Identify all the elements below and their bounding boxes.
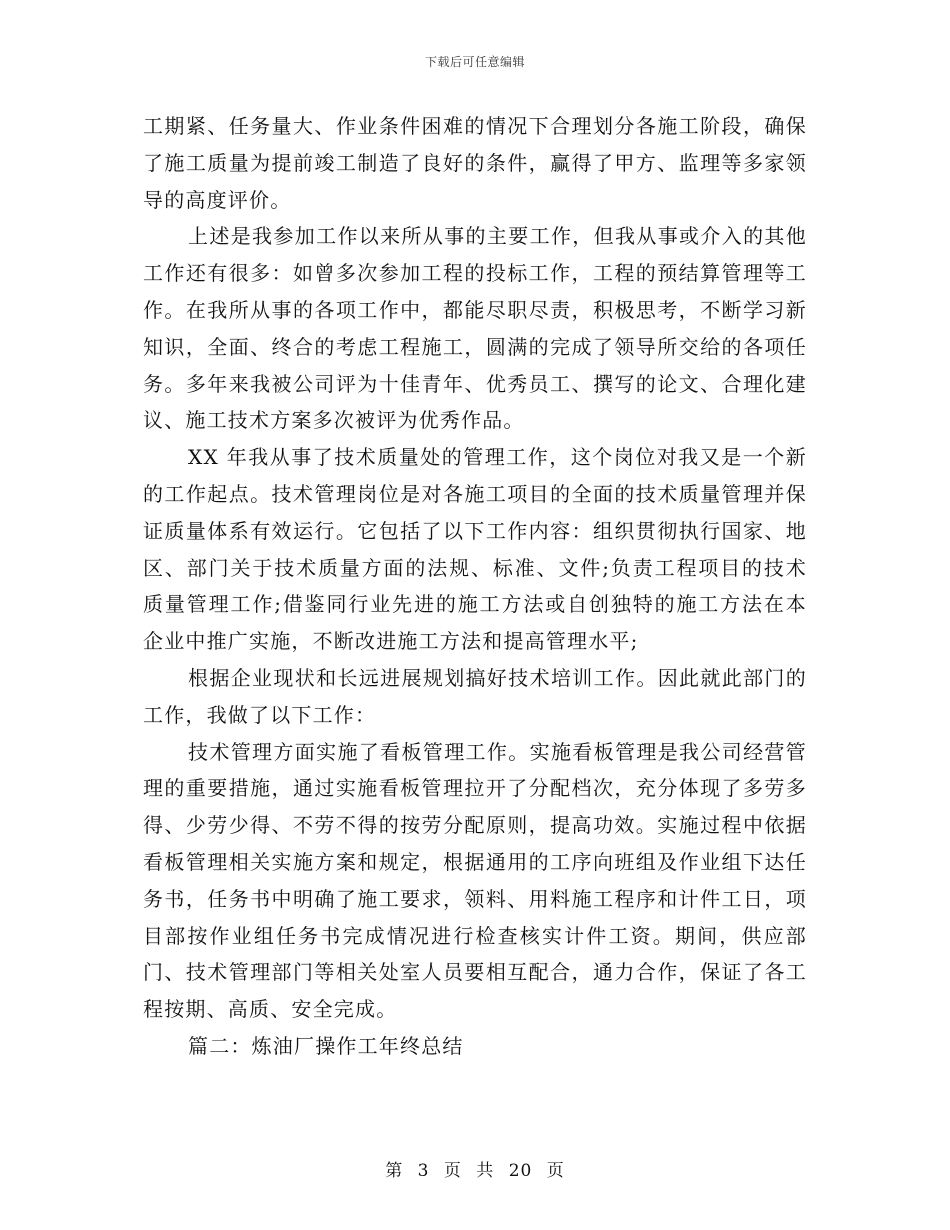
page-header: 下载后可任意编辑 — [424, 55, 525, 69]
paragraph-1: 工期紧、任务量大、作业条件困难的情况下合理划分各施工阶段，确保了施工质量为提前竣工制造了良好的条件，赢得了甲方、监理等多家领导的高度评价。 — [143, 114, 807, 212]
paragraph-4: 根据企业现状和长远进展规划搞好技术培训工作。因此就此部门的工作，我做了以下工作： — [143, 665, 807, 727]
section-heading: 篇二：炼油厂操作工年终总结 — [188, 1033, 464, 1058]
paragraph-3: XX 年我从事了技术质量处的管理工作，这个岗位对我又是一个新的工作起点。技术管理岗位是对各施工项目的全面的技术质量管理并保证质量体系有效运行。它包括了以下工作内容：组织贯彻执行国家、地区、部门关于技术质量方面的法规、标准、文件;负责工程项目的技术质量管理工作;借鉴同行业先进的施工方法或自创独特的施工方法在本企业中推广实施，不断改进施工方法和提高管理水平; — [143, 445, 807, 654]
page-footer: 第 3 页 共 20 页 — [385, 1161, 565, 1181]
paragraph-5: 技术管理方面实施了看板管理工作。实施看板管理是我公司经营管理的重要措施，通过实施看板管理拉开了分配档次，充分体现了多劳多得、少劳少得、不劳不得的按劳分配原则，提高功效。实施过程中依据看板管理相关实施方案和规定，根据通用的工序向班组及作业组下达任务书，任务书中明确了施工要求，领料、用料施工程序和计件工日，项目部按作业组任务书完成情况进行检查核实计件工资。期间，供应部门、技术管理部门等相关处室人员要相互配合，通力合作，保证了各工程按期、高质、安全完成。 — [143, 739, 807, 1022]
paragraph-2: 上述是我参加工作以来所从事的主要工作，但我从事或介入的其他工作还有很多：如曾多次参加工程的投标工作，工程的预结算管理等工作。在我所从事的各项工作中，都能尽职尽责，积极思考，不断学习新知识，全面、终合的考虑工程施工，圆满的完成了领导所交给的各项任务。多年来我被公司评为十佳青年、优秀员工、撰写的论文、合理化建议、施工技术方案多次被评为优秀作品。 — [143, 224, 807, 433]
body-text — [143, 108, 807, 1065]
